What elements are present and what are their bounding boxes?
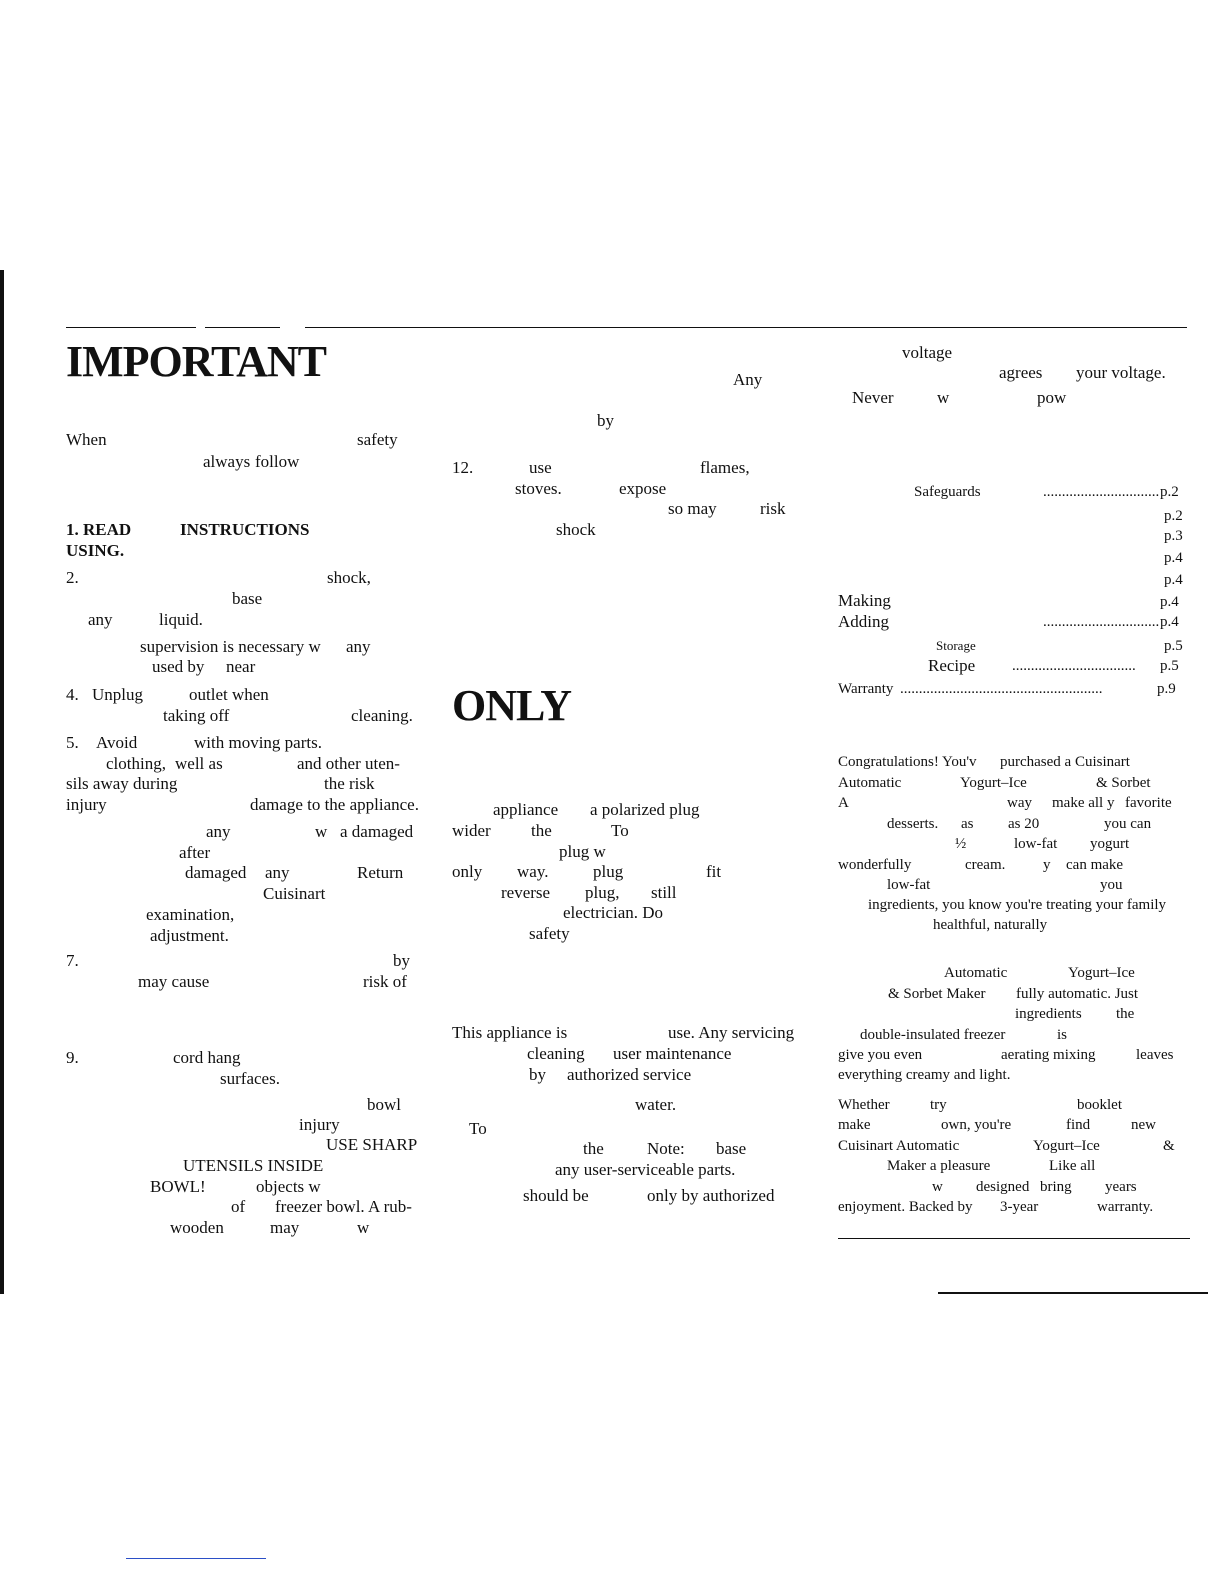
text-fragment: you [1100,877,1123,893]
text-fragment: 12. [452,458,474,477]
text-fragment: shock, [327,568,371,587]
text-fragment: follow [255,452,300,471]
text-fragment: low-fat [1014,836,1058,852]
text-fragment: give you even [838,1047,923,1063]
text-fragment: Congratulations! You'v [838,754,977,770]
toc-entry-page: p.4 [1160,594,1179,610]
toc-entry-leader: ............................... [1043,484,1160,500]
text-fragment: This appliance is [452,1023,568,1042]
text-fragment: low-fat [887,877,931,893]
text-fragment: always [203,452,251,471]
text-fragment: well as [175,754,223,773]
text-fragment: Cuisinart [263,884,326,903]
text-fragment: Automatic [944,965,1008,981]
text-fragment: Return [357,863,404,882]
text-fragment: shock [556,520,596,539]
toc-entry-label: Recipe [928,656,976,675]
text-fragment: 1. READ [66,520,132,539]
text-fragment: safety [357,430,398,449]
text-fragment: cream. [965,857,1006,873]
text-fragment: years [1105,1179,1137,1195]
text-fragment: double-insulated freezer [860,1027,1006,1043]
text-fragment: risk of [363,972,407,991]
text-fragment: plug, [585,883,620,902]
text-fragment: booklet [1077,1097,1122,1113]
text-fragment: When [66,430,107,449]
toc-entry-label: Adding [838,612,889,631]
text-fragment: favorite [1125,795,1172,811]
toc-entry-page: p.4 [1164,550,1183,566]
text-fragment: BOWL! [150,1177,206,1196]
text-fragment: the [531,821,552,840]
text-fragment: purchased a Cuisinart [1000,754,1130,770]
text-fragment: agrees [999,363,1043,382]
footer-rule-right [938,1292,1208,1294]
text-fragment: INSTRUCTIONS [180,520,310,539]
text-fragment: USING. [66,541,125,560]
toc-entry-leader: ................................. [1012,658,1136,674]
text-fragment: use. Any servicing [668,1023,795,1042]
important-heading: IMPORTANT [66,337,326,386]
text-fragment: ½ [955,836,967,852]
text-fragment: Like all [1049,1158,1096,1174]
text-fragment: wooden [170,1218,224,1237]
text-fragment: 9. [66,1048,79,1067]
text-fragment: wonderfully [838,857,912,873]
toc-entry-page: p.4 [1160,614,1179,630]
text-fragment: enjoyment. Backed by [838,1199,973,1215]
text-fragment: objects w [256,1177,321,1196]
text-fragment: reverse [501,883,551,902]
text-fragment: own, you're [941,1117,1012,1133]
text-fragment: Yogurt–Ice [960,775,1027,791]
text-fragment: & [1163,1138,1175,1154]
text-fragment: w [937,388,950,407]
text-fragment: Cuisinart Automatic [838,1138,960,1154]
text-fragment: any [346,637,371,656]
text-fragment: try [930,1097,947,1113]
header-rule-left-1 [66,327,196,328]
text-fragment: any user-serviceable parts. [555,1160,736,1179]
text-fragment: after [179,843,211,862]
text-fragment: Note: [647,1139,685,1158]
toc-entry-leader: ...................................................... [900,681,1103,697]
text-fragment: Yogurt–Ice [1068,965,1135,981]
text-fragment: ingredients [1015,1006,1082,1022]
text-fragment: any [265,863,290,882]
toc-entry-label: Warranty [838,681,894,697]
header-rule-left-2 [205,327,280,328]
text-fragment: your voltage. [1076,363,1166,382]
text-fragment: appliance [493,800,559,819]
text-fragment: may cause [138,972,210,991]
text-fragment: Never [852,388,894,407]
text-fragment: user maintenance [613,1044,732,1063]
text-fragment: wider [452,821,491,840]
text-fragment: ingredients, you know you're treating your family [868,897,1167,913]
text-fragment: designed [976,1179,1030,1195]
toc-entry-page: p.3 [1164,528,1183,544]
text-fragment: Yogurt–Ice [1033,1138,1100,1154]
toc-entry-page: p.2 [1160,484,1179,500]
text-fragment: the [583,1139,604,1158]
text-fragment: Any [733,370,763,389]
text-fragment: desserts. [887,816,939,832]
text-fragment: as [961,816,974,832]
text-fragment: you can [1104,816,1152,832]
text-fragment: Unplug [92,685,143,704]
text-fragment: 2. [66,568,79,587]
footer-rule-left [126,1558,266,1559]
text-fragment: UTENSILS INSIDE [183,1156,324,1175]
text-fragment: cleaning [527,1044,585,1063]
text-fragment: fit [706,862,722,881]
text-fragment: new [1131,1117,1156,1133]
text-fragment: aerating mixing [1001,1047,1096,1063]
text-fragment: To [469,1119,487,1138]
text-fragment: the risk [324,774,375,793]
text-fragment: w [315,822,328,841]
toc-entry-page: p.4 [1164,572,1183,588]
text-fragment: electrician. Do [563,903,664,922]
text-fragment: 5. [66,733,79,752]
text-fragment: still [651,883,677,902]
text-fragment: yogurt [1090,836,1130,852]
toc-entry-label: Making [838,591,891,610]
header-rule-main [305,327,1187,328]
text-fragment: 4. [66,685,79,704]
text-fragment: freezer bowl. A rub- [275,1197,412,1216]
text-fragment: use [529,458,552,477]
text-fragment: with moving parts. [194,733,322,752]
text-fragment: healthful, naturally [933,917,1048,933]
text-fragment: can make [1066,857,1124,873]
text-fragment: as 20 [1008,816,1040,832]
text-fragment: base [232,589,263,608]
page-edge-bar [0,270,4,1294]
text-fragment: is [1057,1027,1068,1043]
text-fragment: 3-year [1000,1199,1039,1215]
text-fragment: bring [1040,1179,1072,1195]
text-fragment: near [226,657,256,676]
toc-entry-page: p.9 [1157,681,1176,697]
text-fragment: any [206,822,231,841]
text-fragment: liquid. [159,610,203,629]
text-fragment: by [393,951,410,970]
text-fragment: y [1043,857,1051,873]
text-fragment: only [452,862,483,881]
text-fragment: voltage [902,343,953,362]
text-fragment: safety [529,924,570,943]
right-column-bottom-rule [838,1238,1190,1239]
text-fragment: examination, [146,905,235,924]
text-fragment: cord hang [173,1048,241,1067]
text-fragment: only by authorized [647,1186,775,1205]
text-fragment: damage to the appliance. [250,795,419,814]
toc-entry-label: Storage [936,638,976,653]
text-fragment: plug [593,862,624,881]
text-fragment: fully automatic. Just [1016,986,1139,1002]
text-fragment: may [270,1218,300,1237]
text-fragment: by [529,1065,546,1084]
text-fragment: make all y [1052,795,1115,811]
text-fragment: by [597,411,614,430]
text-fragment: adjustment. [150,926,229,945]
text-fragment: everything creamy and light. [838,1067,1011,1083]
text-fragment: w [932,1179,943,1195]
text-fragment: flames, [700,458,750,477]
text-fragment: injury [66,795,107,814]
toc-entry-page: p.2 [1164,508,1183,524]
text-fragment: Avoid [96,733,138,752]
text-fragment: injury [299,1115,340,1134]
text-fragment: pow [1037,388,1067,407]
text-fragment: plug w [559,842,606,861]
text-fragment: A [838,795,849,811]
text-fragment: of [231,1197,246,1216]
text-fragment: surfaces. [220,1069,280,1088]
text-fragment: a polarized plug [590,800,700,819]
text-fragment: & Sorbet Maker [888,986,986,1002]
text-fragment: a damaged [340,822,414,841]
text-fragment: cleaning. [351,706,413,725]
text-fragment: Maker a pleasure [887,1158,991,1174]
text-fragment: base [716,1139,747,1158]
text-fragment: Whether [838,1097,890,1113]
text-fragment: way. [517,862,549,881]
toc-entry-leader: ............................... [1043,614,1160,630]
text-fragment: damaged [185,863,247,882]
text-fragment: water. [635,1095,677,1114]
toc-entry-page: p.5 [1164,638,1183,654]
text-fragment: way [1007,795,1032,811]
text-fragment: used by [152,657,205,676]
text-fragment: any [88,610,113,629]
toc-entry-page: p.5 [1160,658,1179,674]
text-fragment: leaves [1136,1047,1174,1063]
text-fragment: warranty. [1097,1199,1154,1215]
text-fragment: expose [619,479,667,498]
text-fragment: make [838,1117,871,1133]
text-fragment: should be [523,1186,589,1205]
text-fragment: find [1066,1117,1091,1133]
text-fragment: bowl [367,1095,401,1114]
text-fragment: supervision is necessary w [140,637,321,656]
text-fragment: outlet when [189,685,269,704]
text-fragment: and other uten- [297,754,400,773]
text-fragment: sils away during [66,774,178,793]
text-fragment: clothing, [106,754,166,773]
text-fragment: the [1116,1006,1135,1022]
toc-entry-label: Safeguards [914,484,981,500]
text-fragment: USE SHARP [326,1135,418,1154]
text-fragment: w [357,1218,370,1237]
text-fragment: Automatic [838,775,902,791]
text-fragment: stoves. [515,479,562,498]
text-fragment: risk [760,499,786,518]
text-fragment: taking off [163,706,230,725]
text-fragment: so may [668,499,717,518]
text-fragment: To [611,821,629,840]
text-fragment: authorized service [567,1065,692,1084]
text-fragment: 7. [66,951,79,970]
text-fragment: & Sorbet [1096,775,1151,791]
only-heading: ONLY [452,681,572,730]
